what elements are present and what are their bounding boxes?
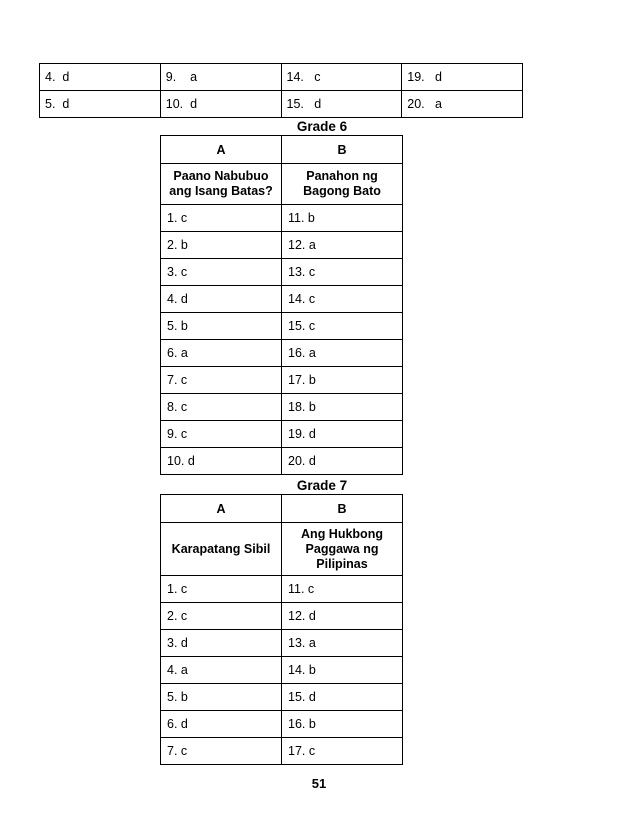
lesson-title-a: Paano Nabubuo ang Isang Batas? [161,164,282,205]
table-cell: 4. d [40,64,161,91]
table-cell: 5. b [161,684,282,711]
table-row [161,232,403,259]
lesson-title-b: Ang Hukbong Paggawa ng Pilipinas [282,523,403,576]
table-cell: 11. b [282,205,403,232]
column-a-header: A [161,136,282,164]
table-cell: 3. d [161,630,282,657]
table-cell: 1. c [161,576,282,603]
table-cell: 14. c [282,286,403,313]
table-cell: 2. c [161,603,282,630]
table-cell: 5. d [40,91,161,118]
table-cell: 3. c [161,259,282,286]
table-row [161,576,403,603]
column-header-row [161,136,403,164]
grade-6-answer-table [160,135,403,475]
column-b-header: B [282,495,403,523]
grade-7-heading: Grade 7 [296,478,348,493]
table-cell: 9. a [160,64,281,91]
lesson-title-b: Panahon ng Bagong Bato [282,164,403,205]
table-row [161,340,403,367]
table-cell: 1. c [161,205,282,232]
table-cell: 16. b [282,711,403,738]
lesson-title-row [161,523,403,576]
table-row [161,313,403,340]
page-number: 51 [311,776,327,791]
table-cell: 7. c [161,738,282,765]
table-cell: 14. c [281,64,402,91]
table-cell: 9. c [161,421,282,448]
grade-6-heading: Grade 6 [296,119,348,134]
table-row [40,64,523,91]
table-cell: 13. a [282,630,403,657]
table-row [161,603,403,630]
table-cell: 20. d [282,448,403,475]
table-cell: 14. b [282,657,403,684]
column-a-header: A [161,495,282,523]
table-cell: 8. c [161,394,282,421]
table-cell: 5. b [161,313,282,340]
table-cell: 15. d [282,684,403,711]
table-cell: 7. c [161,367,282,394]
grade-7-answer-table [160,494,403,765]
table-row [161,205,403,232]
table-row [161,630,403,657]
table-cell: 15. d [281,91,402,118]
table-cell: 6. d [161,711,282,738]
table-cell: 6. a [161,340,282,367]
table-cell: 12. a [282,232,403,259]
table-row [161,657,403,684]
table-cell: 19. d [282,421,403,448]
table-cell: 19. d [402,64,523,91]
table-row [161,394,403,421]
table-cell: 10. d [160,91,281,118]
table-cell: 13. c [282,259,403,286]
table-cell: 17. c [282,738,403,765]
table-cell: 2. b [161,232,282,259]
answer-key-table-top [39,63,523,118]
table-cell: 10. d [161,448,282,475]
lesson-title-a: Karapatang Sibil [161,523,282,576]
column-b-header: B [282,136,403,164]
table-cell: 4. a [161,657,282,684]
table-row [161,259,403,286]
table-cell: 16. a [282,340,403,367]
table-row [161,421,403,448]
table-row [161,367,403,394]
table-cell: 12. d [282,603,403,630]
table-row [161,738,403,765]
table-cell: 18. b [282,394,403,421]
table-row [161,684,403,711]
table-cell: 20. a [402,91,523,118]
table-row [161,448,403,475]
table-row [161,286,403,313]
table-cell: 11. c [282,576,403,603]
table-cell: 15. c [282,313,403,340]
table-row [40,91,523,118]
table-cell: 17. b [282,367,403,394]
table-row [161,711,403,738]
lesson-title-row [161,164,403,205]
column-header-row [161,495,403,523]
table-cell: 4. d [161,286,282,313]
